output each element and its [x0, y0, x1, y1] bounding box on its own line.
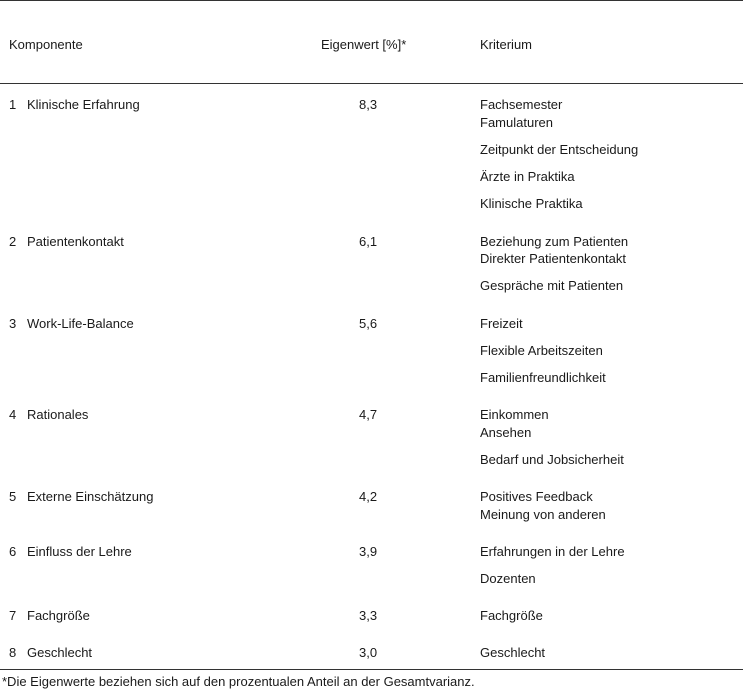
row-number: 3 [9, 316, 17, 331]
row-number: 1 [9, 97, 17, 112]
eigenvalue-value: 5,6 [359, 316, 378, 331]
criterion-item: Ansehen [480, 425, 532, 440]
criterion-item: Geschlecht [480, 645, 546, 660]
eigenvalue-value: 6,1 [359, 234, 378, 249]
eigenvalue-value: 3,3 [359, 608, 378, 623]
eigenvalue-value: 4,7 [359, 407, 378, 422]
criterion-item: Erfahrungen in der Lehre [480, 544, 625, 559]
bottom-rule [0, 669, 743, 670]
component-label: Einfluss der Lehre [27, 544, 132, 559]
eigenvalue-value: 4,2 [359, 489, 378, 504]
criterion-item: Positives Feedback [480, 489, 593, 504]
header-eigenvalue: Eigenwert [%]* [321, 37, 407, 52]
criterion-item: Familienfreundlichkeit [480, 370, 606, 385]
criterion-item: Direkter Patientenkontakt [480, 251, 626, 266]
criterion-item: Fachsemester [480, 97, 563, 112]
criterion-item: Ärzte in Praktika [480, 169, 575, 184]
criterion-item: Klinische Praktika [480, 196, 583, 211]
criterion-item: Zeitpunkt der Entscheidung [480, 142, 639, 157]
header-criterion: Kriterium [480, 37, 533, 52]
component-label: Patientenkontakt [27, 234, 124, 249]
top-rule [0, 0, 743, 1]
row-number: 8 [9, 645, 17, 660]
component-label: Work-Life-Balance [27, 316, 134, 331]
footnote: *Die Eigenwerte beziehen sich auf den prozentualen Anteil an der Gesamtvarianz. [2, 674, 475, 689]
row-number: 7 [9, 608, 17, 623]
criterion-item: Bedarf und Jobsicherheit [480, 452, 624, 467]
row-number: 5 [9, 489, 17, 504]
criterion-item: Famulaturen [480, 115, 553, 130]
row-number: 6 [9, 544, 17, 559]
row-number: 2 [9, 234, 17, 249]
criterion-item: Freizeit [480, 316, 523, 331]
criterion-item: Beziehung zum Patienten [480, 234, 629, 249]
eigenvalue-value: 3,9 [359, 544, 378, 559]
criterion-item: Gespräche mit Patienten [480, 278, 624, 293]
eigenvalue-value: 3,0 [359, 645, 378, 660]
criterion-item: Flexible Arbeitszeiten [480, 343, 603, 358]
component-label: Geschlecht [27, 645, 93, 660]
header-rule [0, 83, 743, 84]
criterion-item: Einkommen [480, 407, 549, 422]
component-label: Externe Einschätzung [27, 489, 154, 504]
component-label: Fachgröße [27, 608, 90, 623]
eigenvalue-value: 8,3 [359, 97, 378, 112]
component-label: Rationales [27, 407, 89, 422]
row-number: 4 [9, 407, 17, 422]
criterion-item: Meinung von anderen [480, 507, 606, 522]
header-component: Komponente [9, 37, 83, 52]
component-label: Klinische Erfahrung [27, 97, 140, 112]
criterion-item: Dozenten [480, 571, 536, 586]
criterion-item: Fachgröße [480, 608, 543, 623]
